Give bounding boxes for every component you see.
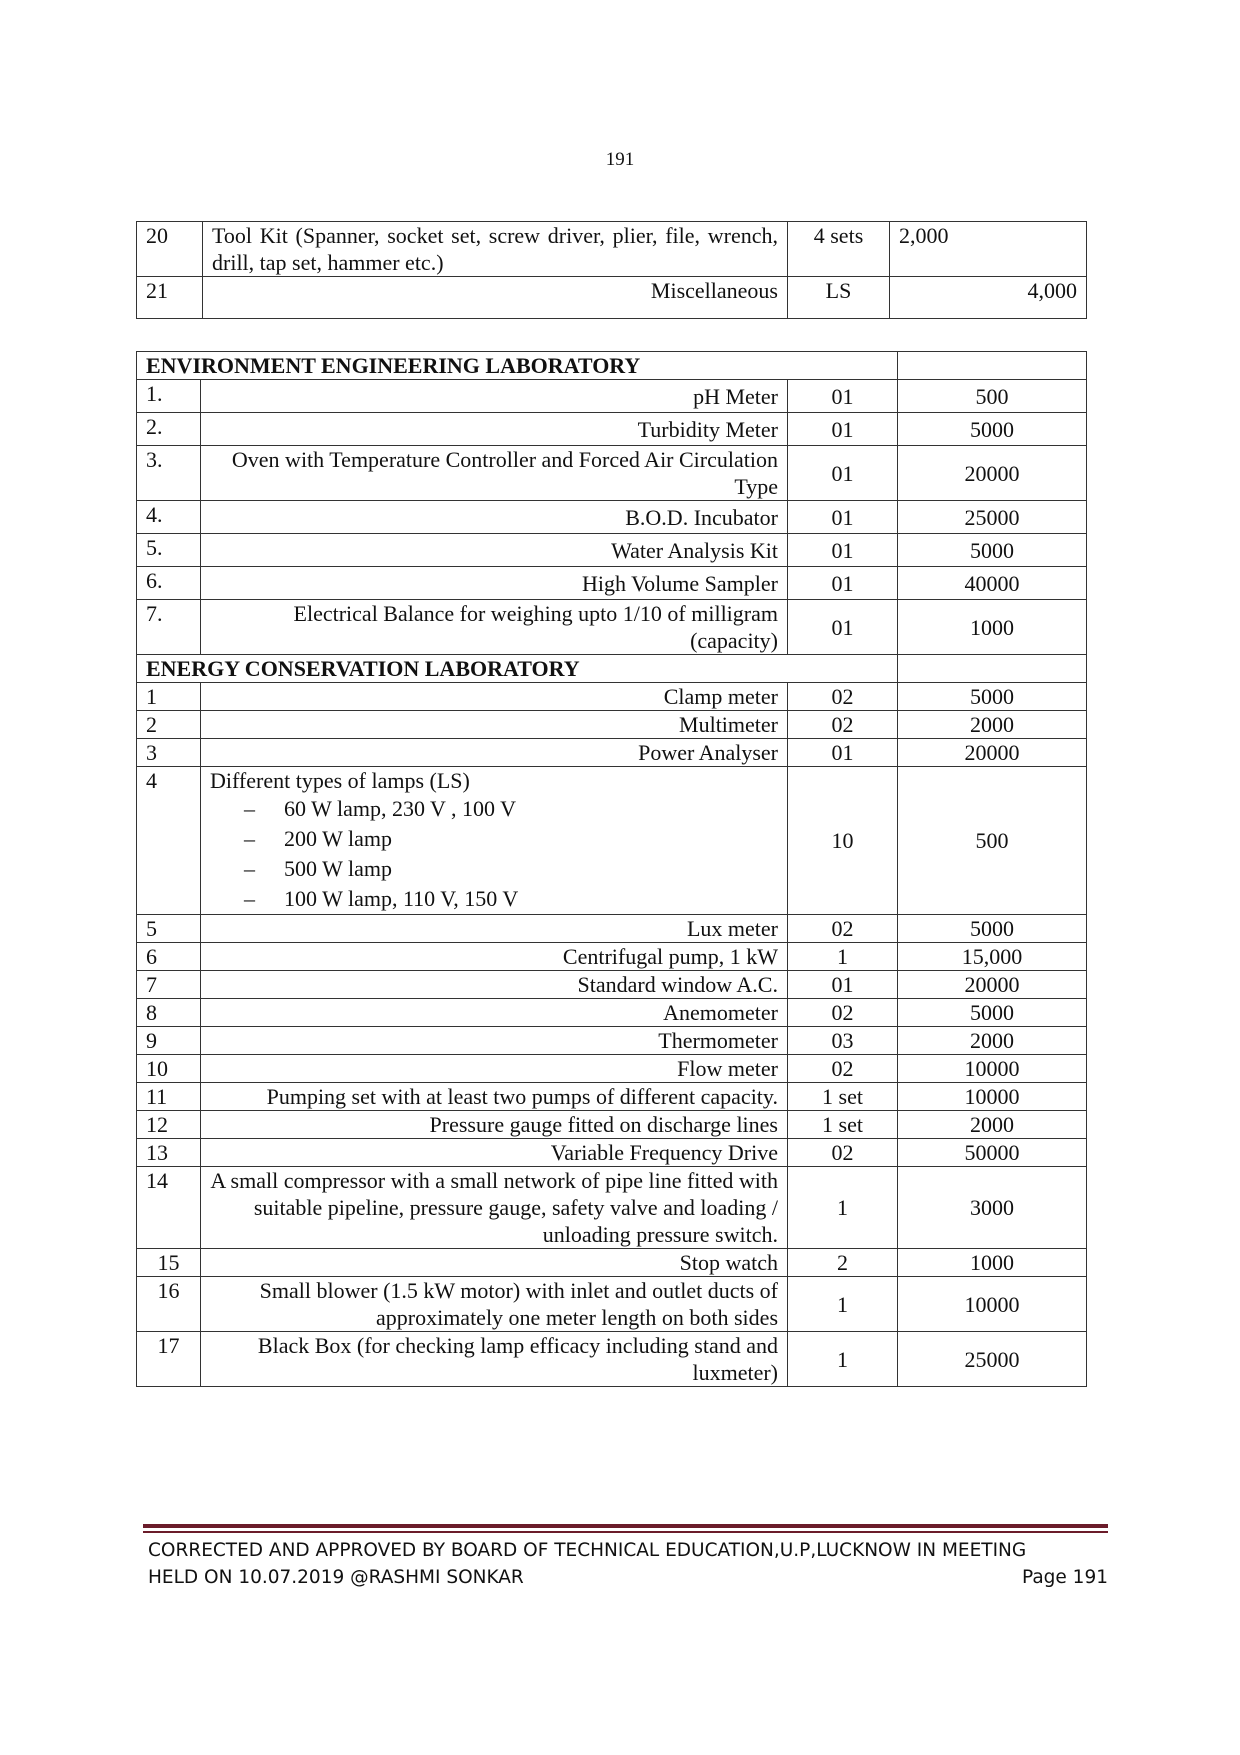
item-description: A small compressor with a small network of pipe line fitted with suitable pipeline, pressure gauge, safety valve and loading / unloading pressure switch. [201, 1167, 788, 1249]
table-row [137, 446, 1087, 501]
item-cost: 5000 [898, 915, 1087, 943]
item-cost: 5000 [898, 999, 1087, 1027]
item-number: 3 [137, 739, 201, 767]
item-number: 4 [137, 767, 201, 915]
table-row [137, 971, 1087, 999]
table-row [137, 767, 1087, 915]
item-quantity: 4 sets [788, 222, 890, 277]
table-row [137, 413, 1087, 446]
table-row [137, 1332, 1087, 1387]
item-description: Centrifugal pump, 1 kW [201, 943, 788, 971]
item-number: 4. [137, 501, 201, 534]
item-description: Electrical Balance for weighing upto 1/10 of milligram (capacity) [201, 600, 788, 655]
item-cost: 4,000 [890, 277, 1087, 319]
item-number: 3. [137, 446, 201, 501]
item-description: Standard window A.C. [201, 971, 788, 999]
item-quantity: 01 [788, 739, 898, 767]
item-quantity: 02 [788, 683, 898, 711]
item-description: Thermometer [201, 1027, 788, 1055]
item-number: 6. [137, 567, 201, 600]
item-cost: 20000 [898, 446, 1087, 501]
section-header [137, 655, 1087, 683]
table-row [137, 999, 1087, 1027]
item-description: Tool Kit (Spanner, socket set, screw driver, plier, file, wrench, drill, tap set, hammer etc.) [203, 222, 788, 277]
item-cost: 15,000 [898, 943, 1087, 971]
item-quantity: 01 [788, 971, 898, 999]
table-row [137, 739, 1087, 767]
item-description: Anemometer [201, 999, 788, 1027]
item-number: 7. [137, 600, 201, 655]
item-quantity: 01 [788, 534, 898, 567]
item-number: 8 [137, 999, 201, 1027]
item-number: 14 [137, 1167, 201, 1249]
item-number: 20 [137, 222, 203, 277]
table-row [137, 1111, 1087, 1139]
item-description: Pressure gauge fitted on discharge lines [201, 1111, 788, 1139]
item-description: Miscellaneous [203, 277, 788, 319]
table-row [137, 711, 1087, 739]
footer-page-label: Page 191 [1022, 1567, 1108, 1588]
item-quantity: LS [788, 277, 890, 319]
item-number: 10 [137, 1055, 201, 1083]
item-cost: 10000 [898, 1277, 1087, 1332]
item-cost: 25000 [898, 1332, 1087, 1387]
item-cost: 5000 [898, 413, 1087, 446]
item-cost: 10000 [898, 1083, 1087, 1111]
item-number: 1 [137, 683, 201, 711]
item-quantity: 02 [788, 711, 898, 739]
table-row [137, 1027, 1087, 1055]
item-description: Black Box (for checking lamp efficacy including stand and luxmeter) [201, 1332, 788, 1387]
item-quantity: 1 set [788, 1083, 898, 1111]
item-quantity: 10 [788, 767, 898, 915]
item-quantity: 01 [788, 380, 898, 413]
table-row [137, 534, 1087, 567]
item-cost: 500 [898, 767, 1087, 915]
table-row [137, 380, 1087, 413]
list-item: – 200 W lamp [244, 824, 778, 854]
item-description: Water Analysis Kit [201, 534, 788, 567]
item-cost: 1000 [898, 1249, 1087, 1277]
item-cost: 2000 [898, 1111, 1087, 1139]
item-description: Flow meter [201, 1055, 788, 1083]
item-cost: 5000 [898, 534, 1087, 567]
item-quantity: 1 [788, 1332, 898, 1387]
item-description: High Volume Sampler [201, 567, 788, 600]
item-quantity: 02 [788, 999, 898, 1027]
item-cost: 3000 [898, 1167, 1087, 1249]
item-cost: 25000 [898, 501, 1087, 534]
item-number: 2. [137, 413, 201, 446]
item-number: 11 [137, 1083, 201, 1111]
table-row [137, 222, 1087, 277]
table-row [137, 1055, 1087, 1083]
lamp-type-list [210, 794, 778, 914]
item-number: 1. [137, 380, 201, 413]
item-quantity: 02 [788, 1055, 898, 1083]
item-quantity: 02 [788, 915, 898, 943]
table-row [137, 501, 1087, 534]
list-item: – 100 W lamp, 110 V, 150 V [244, 884, 778, 914]
footer-approval-date: HELD ON 10.07.2019 @RASHMI SONKAR [148, 1567, 524, 1588]
item-number: 9 [137, 1027, 201, 1055]
footer-approval-line: CORRECTED AND APPROVED BY BOARD OF TECHNICAL EDUCATION,U.P,LUCKNOW IN MEETING [148, 1540, 1027, 1561]
item-quantity: 01 [788, 413, 898, 446]
page-footer [148, 1537, 1108, 1591]
lamp-list-heading: Different types of lamps (LS) [210, 768, 470, 793]
item-description: Oven with Temperature Controller and Forced Air Circulation Type [201, 446, 788, 501]
item-number: 5 [137, 915, 201, 943]
item-quantity: 1 [788, 943, 898, 971]
table-row [137, 567, 1087, 600]
item-number: 12 [137, 1111, 201, 1139]
section-header [137, 352, 1087, 380]
item-cost: 20000 [898, 971, 1087, 999]
item-description: Lux meter [201, 915, 788, 943]
item-quantity: 1 [788, 1167, 898, 1249]
table-row [137, 1249, 1087, 1277]
item-quantity: 1 set [788, 1111, 898, 1139]
item-number: 6 [137, 943, 201, 971]
footer-divider [143, 1524, 1108, 1528]
table-row [137, 1083, 1087, 1111]
table-row [137, 277, 1087, 319]
list-item: – 60 W lamp, 230 V , 100 V [244, 794, 778, 824]
equipment-table-continued [136, 221, 1087, 319]
item-number: 16 [137, 1277, 201, 1332]
item-number: 15 [137, 1249, 201, 1277]
item-number: 17 [137, 1332, 201, 1387]
item-description: Multimeter [201, 711, 788, 739]
item-number: 21 [137, 277, 203, 319]
item-cost: 10000 [898, 1055, 1087, 1083]
section-blank-cell [898, 655, 1087, 683]
item-description: Variable Frequency Drive [201, 1139, 788, 1167]
page-number: 191 [605, 149, 635, 170]
item-quantity: 01 [788, 600, 898, 655]
section-blank-cell [898, 352, 1087, 380]
item-cost: 2000 [898, 711, 1087, 739]
item-description: Stop watch [201, 1249, 788, 1277]
item-cost: 5000 [898, 683, 1087, 711]
table-row [137, 600, 1087, 655]
footer-divider-thin [143, 1531, 1108, 1533]
item-description: Pumping set with at least two pumps of different capacity. [201, 1083, 788, 1111]
item-quantity: 01 [788, 446, 898, 501]
item-description: B.O.D. Incubator [201, 501, 788, 534]
footer-second-line [148, 1564, 1108, 1591]
item-cost: 1000 [898, 600, 1087, 655]
item-cost: 2,000 [890, 222, 1087, 277]
item-quantity: 01 [788, 567, 898, 600]
section-title: ENERGY CONSERVATION LABORATORY [137, 655, 898, 683]
item-cost: 40000 [898, 567, 1087, 600]
item-quantity: 1 [788, 1277, 898, 1332]
list-item: – 500 W lamp [244, 854, 778, 884]
table-row [137, 1167, 1087, 1249]
table-row [137, 943, 1087, 971]
section-title: ENVIRONMENT ENGINEERING LABORATORY [137, 352, 898, 380]
item-quantity: 02 [788, 1139, 898, 1167]
item-cost: 20000 [898, 739, 1087, 767]
item-cost: 2000 [898, 1027, 1087, 1055]
laboratory-equipment-table [136, 351, 1087, 1387]
table-row [137, 683, 1087, 711]
item-cost: 50000 [898, 1139, 1087, 1167]
item-description [201, 767, 788, 915]
item-description: Turbidity Meter [201, 413, 788, 446]
item-number: 7 [137, 971, 201, 999]
item-quantity: 2 [788, 1249, 898, 1277]
item-description: Clamp meter [201, 683, 788, 711]
item-cost: 500 [898, 380, 1087, 413]
table-row [137, 1277, 1087, 1332]
item-number: 5. [137, 534, 201, 567]
item-quantity: 01 [788, 501, 898, 534]
item-description: Power Analyser [201, 739, 788, 767]
item-quantity: 03 [788, 1027, 898, 1055]
item-number: 13 [137, 1139, 201, 1167]
item-description: pH Meter [201, 380, 788, 413]
table-row [137, 915, 1087, 943]
table-row [137, 1139, 1087, 1167]
item-number: 2 [137, 711, 201, 739]
item-description: Small blower (1.5 kW motor) with inlet and outlet ducts of approximately one meter length on both sides [201, 1277, 788, 1332]
